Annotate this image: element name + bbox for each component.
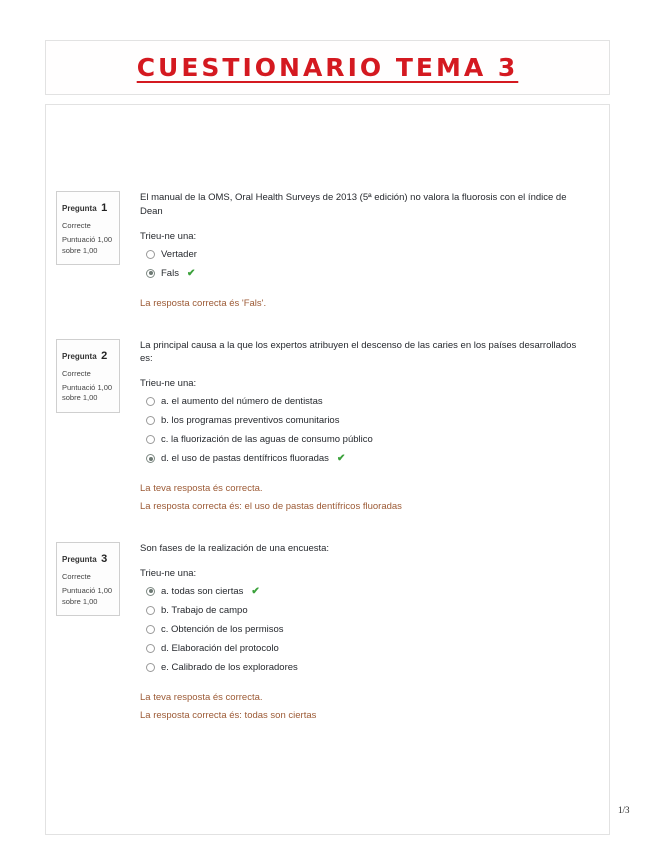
question-text: Son fases de la realización de una encuesta: <box>140 543 330 555</box>
feedback-line: La resposta correcta és: todas son ciertas <box>140 710 317 722</box>
option-row[interactable] <box>146 434 579 445</box>
radio-checked-icon[interactable] <box>146 269 155 278</box>
question-feedback <box>140 295 579 313</box>
radio-unchecked-icon[interactable] <box>146 663 155 672</box>
question-3-info-box <box>56 542 120 616</box>
option-row[interactable] <box>146 268 579 279</box>
question-3-body <box>140 542 609 725</box>
correct-check-icon: ✔ <box>336 453 346 465</box>
option-row[interactable] <box>146 643 579 654</box>
question-state: Correcte <box>62 572 91 582</box>
question-state: Correcte <box>62 221 91 230</box>
question-state: Correcte <box>62 368 91 378</box>
option-label: d. Elaboración del protocolo <box>161 642 279 654</box>
radio-unchecked-icon[interactable] <box>146 625 155 634</box>
question-3 <box>56 542 609 725</box>
option-row[interactable] <box>146 662 579 673</box>
feedback-line: La teva resposta és correcta. <box>140 483 263 495</box>
option-label: b. los programas preventivos comunitarios <box>161 415 340 427</box>
option-label: d. el uso de pastas dentífricos fluoradas <box>161 453 329 465</box>
radio-unchecked-icon[interactable] <box>146 644 155 653</box>
option-label: a. todas son ciertas <box>161 585 244 597</box>
question-1 <box>56 191 609 313</box>
quiz-content <box>45 104 610 835</box>
option-label: c. Obtención de los permisos <box>161 623 284 635</box>
choose-one-prompt: Trieu-ne una: <box>140 230 197 242</box>
option-row[interactable] <box>146 624 579 635</box>
option-row[interactable] <box>146 605 579 616</box>
page-indicator: 1/3 <box>618 805 630 815</box>
radio-unchecked-icon[interactable] <box>146 397 155 406</box>
option-label: Vertader <box>161 248 197 260</box>
question-text: El manual de la OMS, Oral Health Surveys de 2013 (5ª edición) no valora la fluorosis con el índice de Dean <box>140 192 567 217</box>
option-label: Fals <box>161 267 179 279</box>
question-2-info-box <box>56 339 120 413</box>
radio-unchecked-icon[interactable] <box>146 250 155 259</box>
radio-checked-icon[interactable] <box>146 454 155 463</box>
question-number: Pregunta 1 <box>62 202 108 214</box>
question-number: Pregunta 2 <box>62 349 108 362</box>
question-2-body <box>140 339 609 517</box>
feedback-line: La teva resposta és correcta. <box>140 691 263 703</box>
question-feedback <box>140 689 579 725</box>
option-label: b. Trabajo de campo <box>161 604 248 616</box>
feedback-line: La resposta correcta és 'Fals'. <box>140 297 267 309</box>
option-row[interactable] <box>146 453 579 464</box>
radio-unchecked-icon[interactable] <box>146 606 155 615</box>
option-label: e. Calibrado de los exploradores <box>161 661 298 673</box>
choose-one-prompt: Trieu-ne una: <box>140 378 197 390</box>
question-score: Puntuació 1,00 sobre 1,00 <box>62 586 113 606</box>
feedback-line: La resposta correcta és: el uso de pastas dentífricos fluoradas <box>140 501 402 513</box>
question-text: La principal causa a la que los expertos atribuyen el descenso de las caries en los países desarrollados es: <box>140 339 577 365</box>
question-feedback <box>140 480 579 516</box>
correct-check-icon: ✔ <box>186 267 196 279</box>
option-row[interactable] <box>146 249 579 260</box>
question-2 <box>56 339 609 517</box>
radio-unchecked-icon[interactable] <box>146 435 155 444</box>
radio-checked-icon[interactable] <box>146 587 155 596</box>
radio-unchecked-icon[interactable] <box>146 416 155 425</box>
quiz-title: CUESTIONARIO TEMA 3 <box>136 53 519 82</box>
question-score: Puntuació 1,00 sobre 1,00 <box>62 235 113 255</box>
option-label: a. el aumento del número de dentistas <box>161 396 323 408</box>
question-1-body <box>140 191 609 313</box>
choose-one-prompt: Trieu-ne una: <box>140 567 197 579</box>
question-number: Pregunta 3 <box>62 553 108 566</box>
question-1-info-box <box>56 191 120 265</box>
option-row[interactable] <box>146 396 579 407</box>
quiz-title-box <box>45 40 610 95</box>
correct-check-icon: ✔ <box>251 585 260 597</box>
option-label: c. la fluorización de las aguas de consumo público <box>161 434 373 446</box>
question-score: Puntuació 1,00 sobre 1,00 <box>62 382 113 403</box>
option-row[interactable] <box>146 586 579 597</box>
option-row[interactable] <box>146 415 579 426</box>
